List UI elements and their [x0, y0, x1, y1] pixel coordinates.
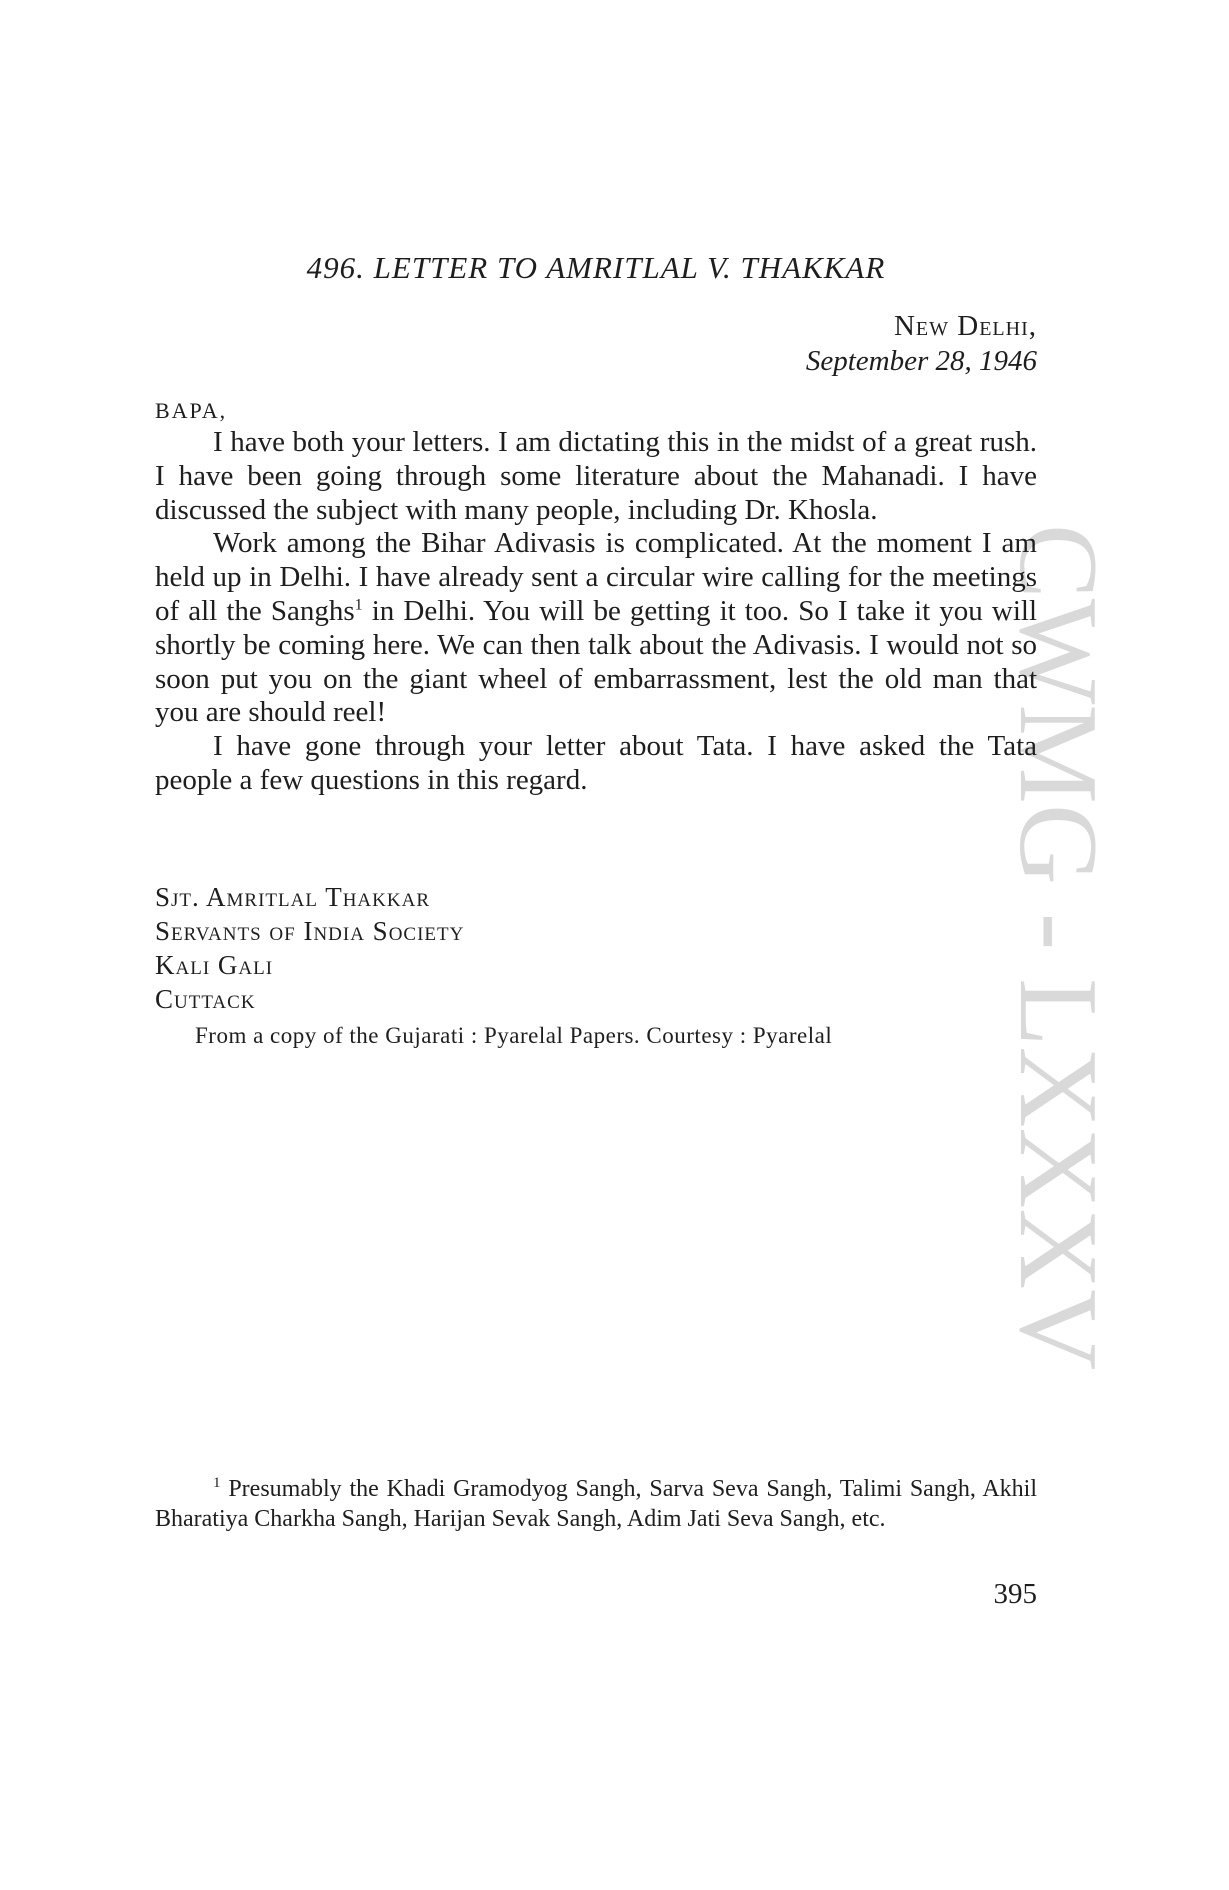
paragraph-2-text-b: in Delhi. You will be getting it too. So I take it you will shortly be coming here. We can then talk about the Adivasis. I would not so soon put you on the giant wheel of embarrassment, lest the old man that you are should reel! [155, 594, 1037, 729]
page-number: 395 [993, 1578, 1037, 1610]
address-line-organization: Servants of India Society [155, 916, 465, 946]
recipient-address [155, 880, 464, 1016]
address-line-city: Cuttack [155, 984, 256, 1014]
salutation: BAPA, [155, 398, 228, 423]
footnote-text: Presumably the Khadi Gramodyog Sangh, Sarva Seva Sangh, Talimi Sangh, Akhil Bharatiya Charkha Sangh, Harijan Sevak Sangh, Adim Jati Seva Sangh, etc. [155, 1476, 1037, 1532]
footnote-marker: 1 [213, 1475, 221, 1491]
watermark-text: CWMG - LXXXV [996, 523, 1120, 1371]
footnote-reference: 1 [354, 596, 363, 614]
address-line-name: Sjt. Amritlal Thakkar [155, 882, 430, 912]
address-line-street: Kali Gali [155, 950, 274, 980]
letter-date: September 28, 1946 [805, 345, 1037, 377]
letter-place: New Delhi, [893, 310, 1037, 342]
source-note: From a copy of the Gujarati : Pyarelal Papers. Courtesy : Pyarelal [195, 1023, 833, 1048]
paragraph-1: I have both your letters. I am dictating this in the midst of a great rush. I have been going through some literature about the Mahanadi. I have discussed the subject with many people, including Dr. Khosla. [155, 426, 1037, 526]
footnote-text-line [155, 1474, 1037, 1534]
paragraph-2-text-a: Work among the Bihar Adivasis is complicated. At the moment I am held up in Delhi. I have already sent a circular wire calling for the meetings of all the Sanghs [155, 527, 1037, 627]
letter-title: 496. LETTER TO AMRITLAL V. THAKKAR [306, 250, 886, 285]
letter-body [155, 426, 1037, 798]
footnote [155, 1474, 1037, 1534]
paragraph-2 [155, 527, 1037, 730]
paragraph-3: I have gone through your letter about Tata. I have asked the Tata people a few questions in this regard. [155, 730, 1037, 796]
